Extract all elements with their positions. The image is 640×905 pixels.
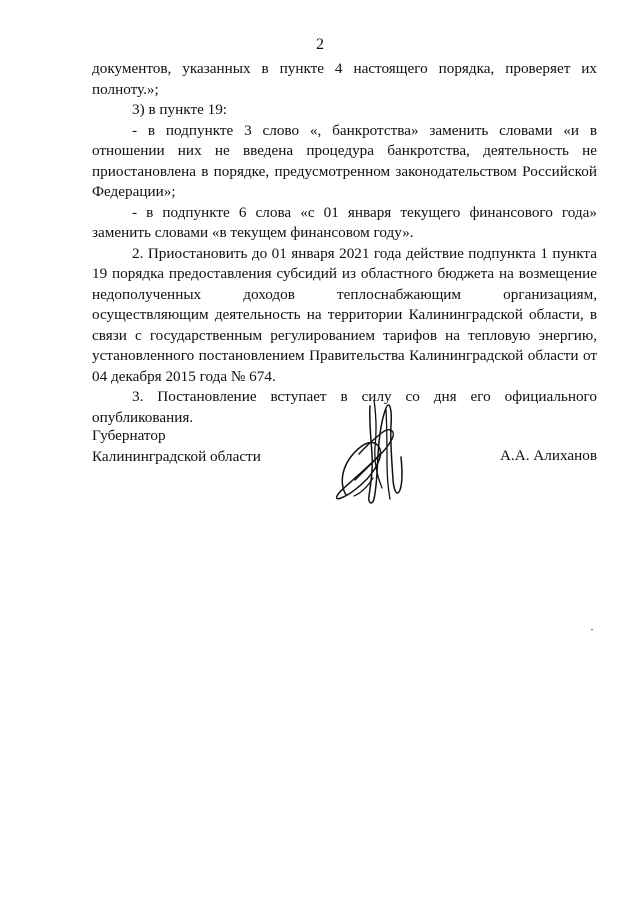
position-title bbox=[92, 425, 261, 467]
position-title-line-2: Калининградской области bbox=[92, 448, 261, 465]
signatory-name: А.А. Алиханов bbox=[499, 447, 597, 464]
position-title-line-1: Губернатор bbox=[92, 427, 166, 444]
paragraph-point-19-heading: 3) в пункте 19: bbox=[132, 101, 228, 118]
paragraph-item-3: 3. Постановление вступает в силу со дня его официального опубликования. bbox=[92, 388, 597, 426]
document-body bbox=[92, 59, 597, 428]
paragraph-continuation: документов, указанных в пункте 4 настоящего порядка, проверяет их полноту.»; bbox=[92, 60, 597, 98]
paragraph-subpoint-6: - в подпункте 6 слова «с 01 января текущего финансового года» заменить словами «в текущем финансовом году». bbox=[92, 203, 597, 241]
handwritten-signature-icon bbox=[330, 392, 412, 512]
page-mark bbox=[591, 629, 593, 630]
page-number: 2 bbox=[316, 36, 324, 53]
paragraph-subpoint-3: - в подпункте 3 слово «, банкротства» заменить словами «и в отношении них не введена процедура банкротства, деятельность не приостановлена в порядке, предусмотренном законодательством Российской Федерации»; bbox=[92, 121, 597, 200]
paragraph-item-2: 2. Приостановить до 01 января 2021 года действие подпункта 1 пункта 19 порядка предоставления субсидий из областного бюджета на возмещение недополученных доходов теплоснабжающим организациям, осуществляющим деятельность на территории Калининградской области, в связи с государственным регулированием тарифов на тепловую энергию, установленного постановлением Правительства Калининградской области от 04 декабря 2015 года № 674. bbox=[92, 244, 597, 385]
